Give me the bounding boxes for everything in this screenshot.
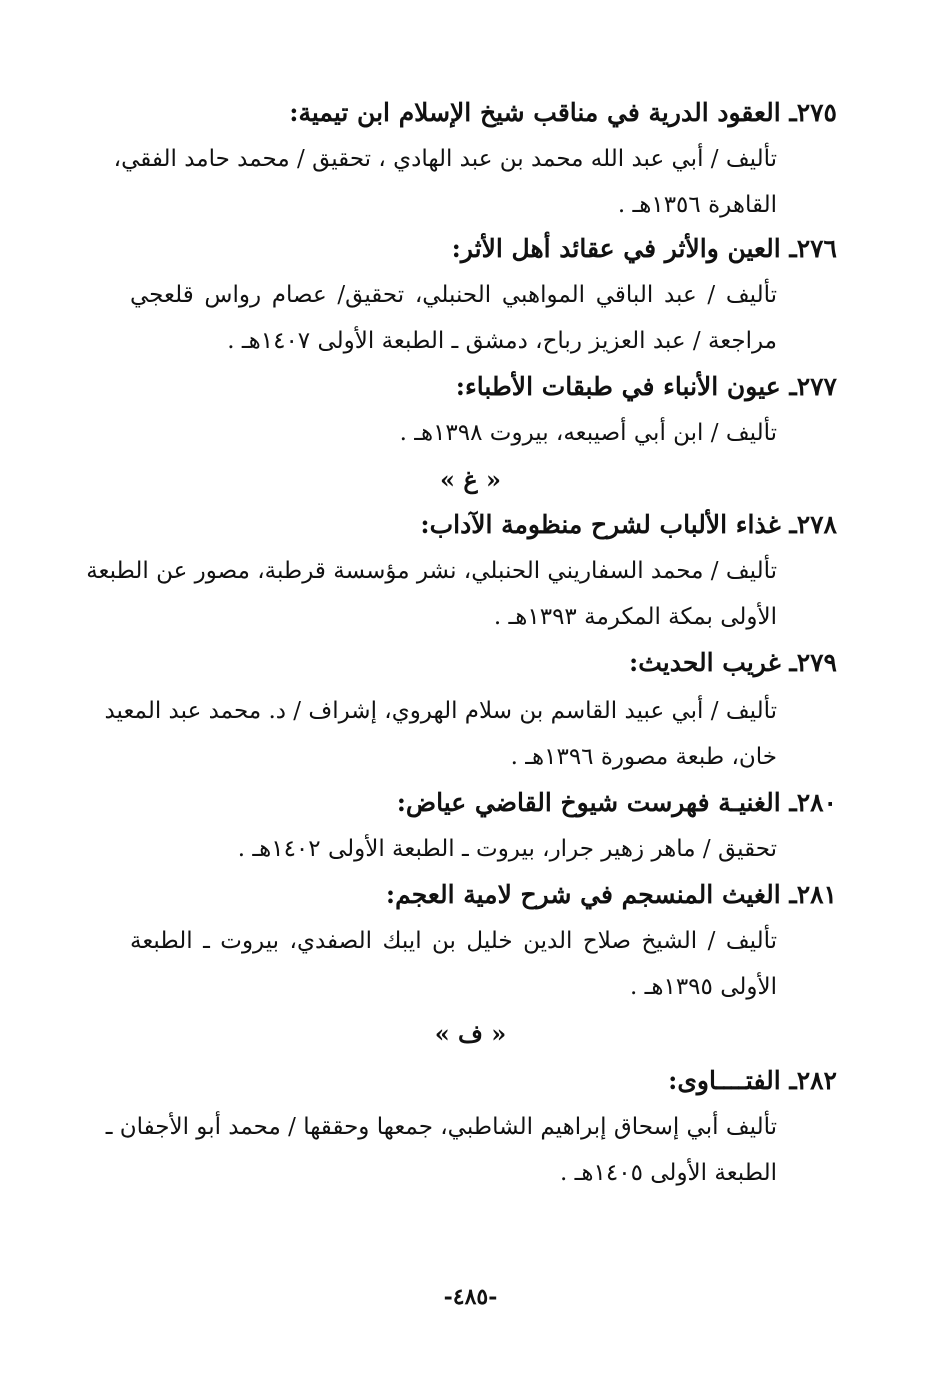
entry-276-line-2: مراجعة / عبد العزيز رباح، دمشق ـ الطبعة الأولى ١٤٠٧هـ . bbox=[227, 328, 777, 354]
entry-title-281: ٢٨١ـ الغيث المنسجم في شرح لامية العجم: bbox=[385, 880, 837, 909]
entry-277-line-1: تأليف / ابن أبي أصيبعه، بيروت ١٣٩٨هـ . bbox=[399, 420, 777, 446]
entry-282-line-1: تأليف أبي إسحاق إبراهيم الشاطبي، جمعها وحققها / محمد أبو الأجفان ـ bbox=[105, 1114, 777, 1140]
entry-278-line-1: تأليف / محمد السفاريني الحنبلي، نشر مؤسسة قرطبة، مصور عن الطبعة bbox=[86, 558, 777, 584]
page-number: -٤٨٥- bbox=[443, 1284, 498, 1310]
entry-280-line-1: تحقيق / ماهر زهير جرار، بيروت ـ الطبعة الأولى ١٤٠٢هـ . bbox=[237, 836, 777, 862]
entry-278-line-2: الأولى بمكة المكرمة ١٣٩٣هـ . bbox=[493, 604, 777, 630]
entry-title-275: ٢٧٥ـ العقود الدرية في مناقب شيخ الإسلام ابن تيمية: bbox=[289, 98, 837, 127]
entry-279-line-1: تأليف / أبي عبيد القاسم بن سلام الهروي، إشراف / د. محمد عبد المعيد bbox=[104, 698, 777, 724]
entry-281-line-1: تأليف / الشيخ صلاح الدين خليل بن ايبك الصفدي، بيروت ـ الطبعة bbox=[130, 928, 777, 954]
entry-title-278: ٢٧٨ـ غذاء الألباب لشرح منظومة الآداب: bbox=[420, 510, 837, 539]
entry-title-277: ٢٧٧ـ عيون الأنباء في طبقات الأطباء: bbox=[455, 372, 837, 401]
entry-title-282: ٢٨٢ـ الفتــــاوى: bbox=[668, 1066, 837, 1095]
entry-281-line-2: الأولى ١٣٩٥هـ . bbox=[629, 974, 777, 1000]
entry-title-280: ٢٨٠ـ الغنيـة فهرست شيوخ القاضي عياض: bbox=[396, 788, 837, 817]
entry-title-279: ٢٧٩ـ غريب الحديث: bbox=[629, 648, 837, 677]
entry-275-line-2: القاهرة ١٣٥٦هـ . bbox=[617, 192, 777, 218]
section-heading-fa: « ف » bbox=[434, 1019, 507, 1048]
entry-279-line-2: خان، طبعة مصورة ١٣٩٦هـ . bbox=[510, 744, 777, 770]
entry-275-line-1: تأليف / أبي عبد الله محمد بن عبد الهادي ، تحقيق / محمد حامد الفقي، bbox=[113, 146, 777, 172]
entry-282-line-2: الطبعة الأولى ١٤٠٥هـ . bbox=[560, 1160, 777, 1186]
entry-276-line-1: تأليف / عبد الباقي المواهبي الحنبلي، تحقيق/ عصام رواس قلعجي bbox=[130, 282, 777, 308]
section-heading-ghain: « غ » bbox=[439, 465, 502, 494]
entry-title-276: ٢٧٦ـ العين والأثر في عقائد أهل الأثر: bbox=[451, 234, 837, 263]
